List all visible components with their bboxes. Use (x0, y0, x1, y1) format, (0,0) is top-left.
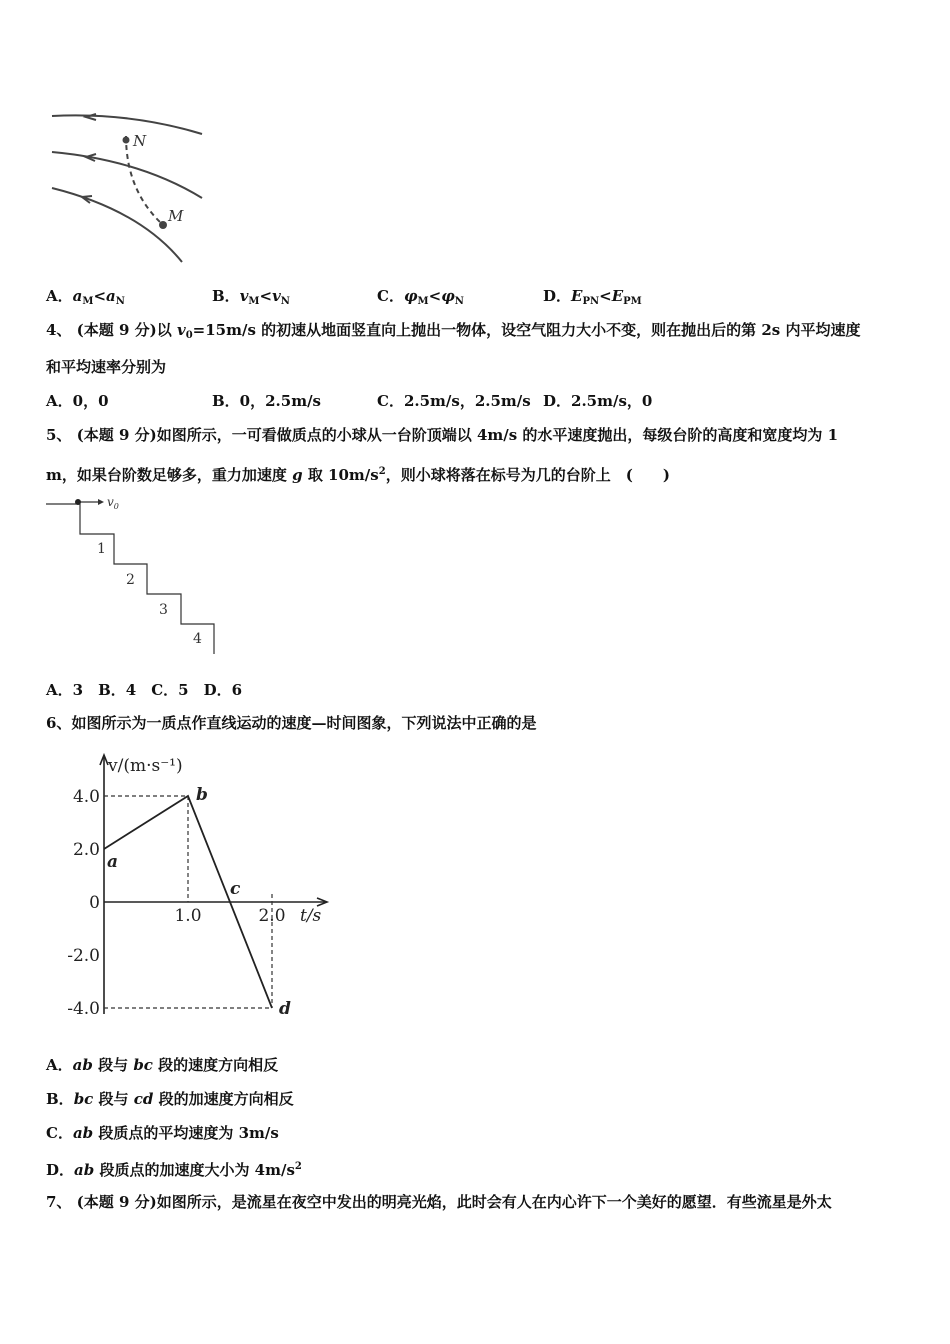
q6-option-d[interactable]: D．ab 段质点的加速度大小为 $4m/s^2$ (46, 1161, 302, 1179)
q4-option-c[interactable]: C．2.5m/s，2.5m/s (377, 392, 531, 410)
y-tick-label: -2.0 (67, 946, 100, 966)
x-axis-label: t/s (300, 906, 322, 926)
q6-stem: 6、如图所示为一质点作直线运动的速度—时间图象，下列说法中正确的是 (46, 714, 537, 732)
step-label-2: 2 (126, 572, 135, 588)
q4-option-b[interactable]: B．0，2.5m/s (212, 392, 322, 410)
point-label-d: d (279, 999, 291, 1019)
q3-option-c[interactable]: C．$\varphi_M<\varphi_N$ (377, 287, 464, 307)
staircase-figure (40, 490, 230, 660)
point-m-dot (159, 221, 167, 229)
point-label-c: c (230, 879, 241, 899)
q4-stem: 4、 (本题 9 分)以 $v_0=15m/s$ 的初速从地面竖直向上抛出一物体，设空气阻力大小不变，则在抛出后的第 2s 内平均速度 (46, 321, 861, 341)
q3-option-a[interactable]: A．$a_M<a_N$ (46, 287, 125, 307)
step-label-4: 4 (193, 631, 202, 647)
field-line-figure (40, 100, 220, 270)
label-n: N (133, 132, 147, 150)
y-tick-label: 0 (89, 893, 100, 913)
q6-option-b[interactable]: B．bc 段与 cd 段的加速度方向相反 (46, 1090, 294, 1108)
y-tick-label: 2.0 (72, 840, 100, 860)
ball-dot (75, 499, 81, 505)
step-label-1: 1 (97, 541, 106, 557)
step-label-3: 3 (159, 602, 168, 618)
q4-stem-line2: 和平均速率分别为 (46, 358, 167, 376)
x-tick-label: 2.0 (258, 906, 286, 926)
q5-stem-line2: m，如果台阶数足够多，重力加速度 g 取 $10m/s^2$，则小球将落在标号为几的台阶上 ( ) (46, 466, 670, 484)
y-tick-label: -4.0 (67, 999, 100, 1019)
arrow-head-icon (98, 499, 104, 505)
q3-option-d[interactable]: D．$E_{PN}<E_{PM}$ (543, 287, 642, 307)
q4-option-a[interactable]: A．0，0 (46, 392, 109, 410)
v0-label: $v_0$ (107, 495, 119, 511)
y-tick-label: 4.0 (72, 787, 100, 807)
q5-stem: 5、 (本题 9 分)如图所示，一可看做质点的小球从一台阶顶端以 4m/s 的水平速度抛出，每级台阶的高度和宽度均为 1 (46, 426, 839, 444)
q6-option-c[interactable]: C．ab 段质点的平均速度为 3m/s (46, 1124, 279, 1142)
point-n-dot (123, 137, 130, 144)
y-axis-label: v/(m·s⁻¹) (108, 756, 183, 776)
q4-option-d[interactable]: D．2.5m/s，0 (543, 392, 653, 410)
q6-option-a[interactable]: A．ab 段与 bc 段的速度方向相反 (46, 1056, 279, 1074)
q7-stem: 7、 (本题 9 分)如图所示，是流星在夜空中发出的明亮光焰，此时会有人在内心许下一个美好的愿望．有些流星是外太 (46, 1193, 832, 1211)
q5-options[interactable]: A．3 B．4 C．5 D．6 (46, 681, 243, 699)
label-m: M (168, 207, 184, 225)
point-label-b: b (196, 785, 208, 805)
field-line-1 (52, 115, 202, 134)
q3-option-b[interactable]: B．$v_M<v_N$ (212, 287, 290, 307)
point-label-a: a (107, 852, 119, 872)
x-tick-label: 1.0 (174, 906, 202, 926)
velocity-time-chart (40, 745, 340, 1030)
